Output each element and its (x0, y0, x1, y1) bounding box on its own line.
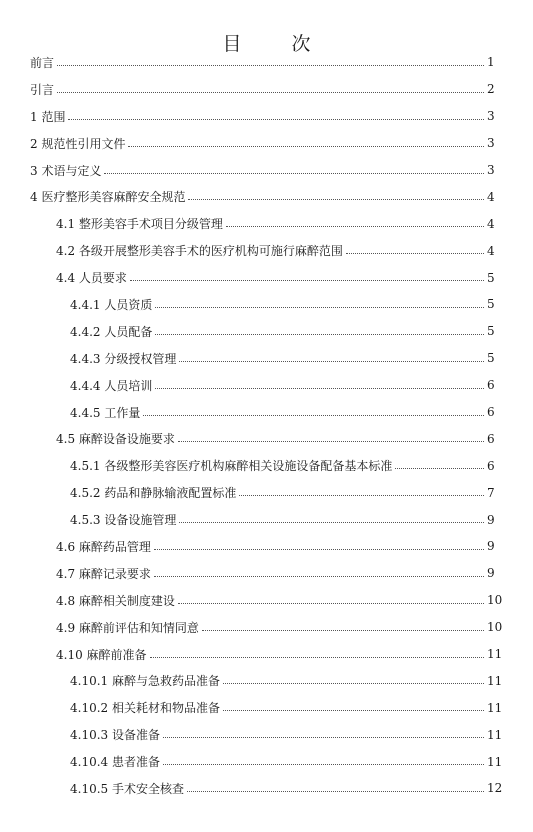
toc-dot-leader (226, 225, 484, 227)
toc-entry[interactable] (0, 372, 533, 399)
toc-page-number: 7 (487, 485, 495, 500)
toc-entry-label: 4.4.4 人员培训 (70, 378, 153, 393)
toc-page-number: 4 (487, 243, 495, 258)
toc-dot-leader (130, 279, 484, 281)
toc-dot-leader (178, 602, 484, 604)
toc-entry-label: 4 医疗整形美容麻醉安全规范 (30, 190, 186, 205)
toc-entry[interactable] (0, 641, 533, 668)
toc-entry-label: 4.5.1 各级整形美容医疗机构麻醉相关设施设备配备基本标准 (70, 459, 393, 474)
toc-page-number: 5 (487, 270, 495, 285)
toc-entry[interactable] (0, 721, 533, 748)
toc-page-number: 6 (487, 405, 495, 420)
toc-entry-label: 4.5 麻醉设备设施要求 (56, 432, 175, 447)
toc-entry[interactable] (0, 425, 533, 452)
toc-page-number: 11 (487, 700, 503, 715)
toc-entry-label: 4.4.2 人员配备 (70, 324, 153, 339)
toc-entry[interactable] (0, 237, 533, 264)
table-of-contents (0, 49, 533, 802)
toc-dot-leader (104, 172, 484, 174)
toc-page-number: 3 (487, 136, 495, 151)
toc-page-number: 3 (487, 109, 495, 124)
toc-entry[interactable] (0, 291, 533, 318)
toc-entry-label: 4.10.1 麻醉与急救药品准备 (70, 674, 220, 689)
toc-dot-leader (128, 145, 484, 147)
toc-entry[interactable] (0, 399, 533, 426)
toc-entry-label: 4.10.3 设备准备 (70, 728, 160, 743)
toc-entry[interactable] (0, 210, 533, 237)
toc-entry[interactable] (0, 533, 533, 560)
toc-entry[interactable] (0, 130, 533, 157)
toc-page-number: 6 (487, 431, 495, 446)
toc-entry-label: 4.7 麻醉记录要求 (56, 566, 151, 581)
toc-dot-leader (150, 656, 484, 658)
toc-dot-leader (202, 629, 484, 631)
toc-dot-leader (154, 575, 484, 577)
toc-entry-label: 4.9 麻醉前评估和知情同意 (56, 620, 199, 635)
toc-dot-leader (154, 548, 484, 550)
toc-dot-leader (68, 118, 484, 120)
toc-page-number: 10 (487, 620, 503, 635)
toc-entry[interactable] (0, 318, 533, 345)
toc-dot-leader (155, 387, 484, 389)
toc-entry-label: 2 规范性引用文件 (30, 136, 126, 151)
toc-page-number: 1 (487, 55, 495, 70)
toc-page-number: 5 (487, 324, 495, 339)
toc-dot-leader (223, 709, 484, 711)
toc-entry[interactable] (0, 264, 533, 291)
toc-entry-label: 4.5.2 药品和静脉输液配置标准 (70, 486, 237, 501)
toc-dot-leader (163, 736, 484, 738)
toc-page-number: 5 (487, 351, 495, 366)
toc-dot-leader (395, 467, 484, 469)
toc-page-number: 11 (487, 673, 503, 688)
toc-entry[interactable] (0, 183, 533, 210)
toc-page-number: 12 (487, 781, 503, 796)
toc-dot-leader (155, 306, 484, 308)
toc-dot-leader (239, 494, 484, 496)
toc-entry-label: 4.4.1 人员资质 (70, 297, 153, 312)
toc-entry-label: 4.5.3 设备设施管理 (70, 513, 177, 528)
toc-entry-label: 引言 (30, 82, 55, 97)
toc-entry[interactable] (0, 157, 533, 184)
toc-page-number: 6 (487, 458, 495, 473)
toc-dot-leader (179, 360, 484, 362)
toc-entry[interactable] (0, 667, 533, 694)
toc-dot-leader (143, 414, 484, 416)
toc-dot-leader (188, 198, 484, 200)
toc-dot-leader (346, 252, 484, 254)
toc-page-number: 11 (487, 754, 503, 769)
toc-entry[interactable] (0, 103, 533, 130)
toc-entry-label: 4.10.5 手术安全核查 (70, 781, 184, 796)
toc-page-number: 9 (487, 566, 495, 581)
toc-dot-leader (155, 333, 484, 335)
toc-page-number: 6 (487, 378, 495, 393)
toc-dot-leader (57, 91, 484, 93)
toc-dot-leader (163, 763, 484, 765)
toc-entry[interactable] (0, 614, 533, 641)
toc-entry-label: 4.8 麻醉相关制度建设 (56, 593, 175, 608)
toc-page-number: 9 (487, 539, 495, 554)
toc-entry-label: 4.2 各级开展整形美容手术的医疗机构可施行麻醉范围 (56, 244, 343, 259)
toc-entry[interactable] (0, 506, 533, 533)
toc-entry[interactable] (0, 345, 533, 372)
toc-entry-label: 4.6 麻醉药品管理 (56, 539, 151, 554)
toc-entry-label: 4.10.4 患者准备 (70, 755, 160, 770)
toc-entry-label: 1 范围 (30, 109, 66, 124)
toc-page-number: 10 (487, 593, 503, 608)
toc-entry[interactable] (0, 49, 533, 76)
toc-page-number: 5 (487, 297, 495, 312)
toc-page-number: 11 (487, 727, 503, 742)
toc-entry-label: 4.4 人员要求 (56, 271, 127, 286)
toc-page-number: 4 (487, 216, 495, 231)
toc-entry-label: 3 术语与定义 (30, 163, 102, 178)
toc-entry-label: 4.10.2 相关耗材和物品准备 (70, 701, 220, 716)
toc-entry-label: 4.4.3 分级授权管理 (70, 351, 177, 366)
toc-dot-leader (223, 682, 484, 684)
toc-entry[interactable] (0, 76, 533, 103)
toc-entry[interactable] (0, 452, 533, 479)
toc-entry-label: 4.1 整形美容手术项目分级管理 (56, 217, 223, 232)
toc-entry[interactable] (0, 748, 533, 775)
page-title: 目 次 (222, 32, 333, 55)
toc-entry[interactable] (0, 775, 533, 802)
toc-entry[interactable] (0, 694, 533, 721)
toc-page-number: 11 (487, 647, 503, 662)
toc-entry[interactable] (0, 587, 533, 614)
toc-entry[interactable] (0, 479, 533, 506)
toc-entry-label: 4.4.5 工作量 (70, 405, 141, 420)
toc-dot-leader (179, 521, 484, 523)
toc-page-number: 3 (487, 163, 495, 177)
toc-dot-leader (178, 440, 484, 442)
toc-page-number: 2 (487, 82, 495, 97)
toc-entry[interactable] (0, 560, 533, 587)
toc-entry-label: 前言 (30, 55, 55, 70)
toc-page-number: 9 (487, 512, 495, 527)
toc-entry-label: 4.10 麻醉前准备 (56, 647, 147, 662)
toc-page-number: 4 (487, 189, 495, 204)
toc-dot-leader (187, 790, 484, 792)
toc-dot-leader (57, 64, 484, 66)
